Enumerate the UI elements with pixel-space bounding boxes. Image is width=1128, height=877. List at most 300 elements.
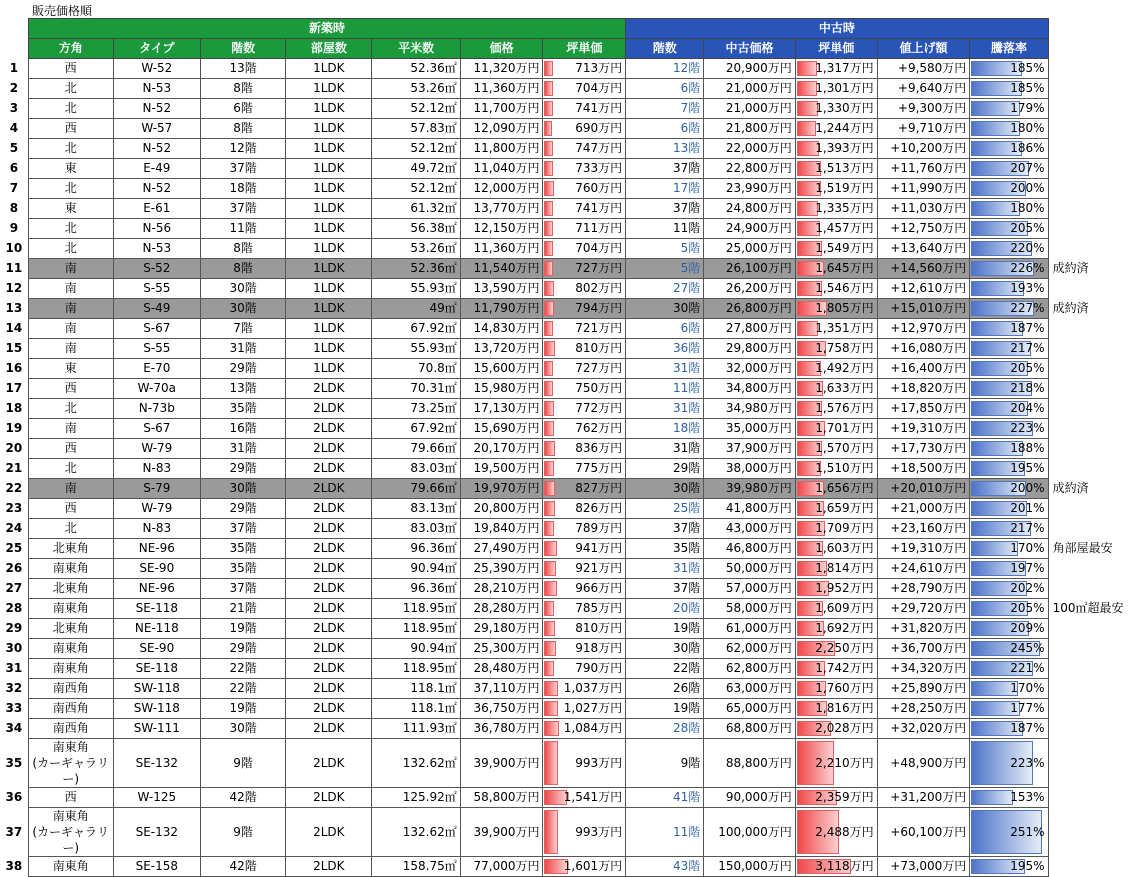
table-row[interactable] [0,679,1128,699]
cell-used-tsubo-price[interactable] [795,439,877,459]
cell-area[interactable]: 158.75㎡ [372,857,460,877]
cell-type[interactable]: N-83 [113,459,200,479]
cell-area[interactable]: 70.31㎡ [372,379,460,399]
cell-type[interactable]: W-125 [113,788,200,808]
cell-increase[interactable]: +14,560万円 [877,259,970,279]
cell-used-price[interactable]: 32,000万円 [704,359,796,379]
cell-used-price[interactable]: 150,000万円 [704,857,796,877]
cell-floor[interactable]: 22階 [201,659,286,679]
cell-type[interactable]: W-79 [113,439,200,459]
cell-floor[interactable]: 13階 [201,59,286,79]
cell-increase[interactable]: +11,760万円 [877,159,970,179]
cell-area[interactable]: 52.36㎡ [372,259,460,279]
cell-area[interactable]: 118.1㎡ [372,699,460,719]
cell-type[interactable]: SE-132 [113,739,200,788]
cell-used-floor[interactable]: 30階 [626,639,704,659]
cell-direction[interactable]: 南 [28,259,113,279]
cell-floor[interactable]: 22階 [201,679,286,699]
cell-used-tsubo-price[interactable] [795,179,877,199]
cell-price[interactable]: 11,360万円 [460,79,543,99]
cell-used-price[interactable]: 26,100万円 [704,259,796,279]
col-header-increase[interactable]: 値上げ額 [877,39,970,59]
cell-floor[interactable]: 29階 [201,499,286,519]
cell-used-price[interactable]: 34,800万円 [704,379,796,399]
cell-used-price[interactable]: 20,900万円 [704,59,796,79]
cell-used-floor[interactable]: 35階 [626,539,704,559]
cell-tsubo-price[interactable] [543,788,626,808]
table-row[interactable] [0,99,1128,119]
cell-floor[interactable]: 42階 [201,788,286,808]
cell-floor[interactable]: 30階 [201,719,286,739]
cell-rate[interactable] [970,99,1048,119]
cell-increase[interactable]: +17,850万円 [877,399,970,419]
cell-tsubo-price[interactable] [543,59,626,79]
cell-rate[interactable] [970,439,1048,459]
cell-type[interactable]: S-49 [113,299,200,319]
cell-used-floor[interactable]: 19階 [626,699,704,719]
cell-price[interactable]: 13,720万円 [460,339,543,359]
cell-used-price[interactable]: 65,000万円 [704,699,796,719]
cell-tsubo-price[interactable] [543,199,626,219]
table-row[interactable] [0,299,1128,319]
col-header-direction[interactable]: 方角 [28,39,113,59]
cell-tsubo-price[interactable] [543,808,626,857]
cell-tsubo-price[interactable] [543,519,626,539]
cell-direction[interactable]: 南 [28,479,113,499]
cell-tsubo-price[interactable] [543,219,626,239]
cell-rate[interactable] [970,499,1048,519]
cell-used-price[interactable]: 25,000万円 [704,239,796,259]
cell-used-tsubo-price[interactable] [795,699,877,719]
cell-used-floor[interactable]: 36階 [626,339,704,359]
cell-used-price[interactable]: 23,990万円 [704,179,796,199]
cell-used-floor[interactable]: 6階 [626,319,704,339]
cell-floor[interactable]: 6階 [201,99,286,119]
cell-area[interactable]: 125.92㎡ [372,788,460,808]
cell-tsubo-price[interactable] [543,179,626,199]
table-row[interactable] [0,379,1128,399]
cell-direction[interactable]: 北東角 [28,579,113,599]
cell-used-tsubo-price[interactable] [795,739,877,788]
cell-direction[interactable]: 南 [28,279,113,299]
cell-tsubo-price[interactable] [543,139,626,159]
cell-used-price[interactable]: 21,000万円 [704,79,796,99]
cell-used-tsubo-price[interactable] [795,639,877,659]
cell-rooms[interactable]: 1LDK [286,299,372,319]
cell-area[interactable]: 49.72㎡ [372,159,460,179]
cell-floor[interactable]: 18階 [201,179,286,199]
cell-area[interactable]: 83.03㎡ [372,519,460,539]
cell-increase[interactable]: +16,080万円 [877,339,970,359]
cell-direction[interactable]: 西 [28,499,113,519]
cell-rooms[interactable]: 1LDK [286,279,372,299]
cell-rate[interactable] [970,459,1048,479]
cell-rooms[interactable]: 2LDK [286,857,372,877]
cell-direction[interactable]: 南西角 [28,719,113,739]
cell-direction[interactable]: 東 [28,159,113,179]
cell-used-floor[interactable]: 19階 [626,619,704,639]
cell-used-tsubo-price[interactable] [795,479,877,499]
cell-rate[interactable] [970,59,1048,79]
cell-floor[interactable]: 21階 [201,599,286,619]
cell-increase[interactable]: +12,750万円 [877,219,970,239]
cell-direction[interactable]: 西 [28,59,113,79]
cell-floor[interactable]: 42階 [201,857,286,877]
cell-rooms[interactable]: 2LDK [286,499,372,519]
cell-direction[interactable]: 南西角 [28,679,113,699]
cell-increase[interactable]: +24,610万円 [877,559,970,579]
cell-rate[interactable] [970,857,1048,877]
col-header-type[interactable]: タイプ [113,39,200,59]
cell-floor[interactable]: 12階 [201,139,286,159]
cell-area[interactable]: 118.95㎡ [372,599,460,619]
cell-tsubo-price[interactable] [543,559,626,579]
cell-area[interactable]: 79.66㎡ [372,479,460,499]
table-row[interactable] [0,619,1128,639]
cell-rooms[interactable]: 1LDK [286,359,372,379]
cell-rate[interactable] [970,808,1048,857]
cell-direction[interactable]: 南西角 [28,699,113,719]
cell-price[interactable]: 11,040万円 [460,159,543,179]
cell-increase[interactable]: +23,160万円 [877,519,970,539]
cell-rate[interactable] [970,379,1048,399]
cell-increase[interactable]: +11,990万円 [877,179,970,199]
cell-rooms[interactable]: 2LDK [286,379,372,399]
cell-used-floor[interactable]: 25階 [626,499,704,519]
cell-rooms[interactable]: 1LDK [286,259,372,279]
col-header-used-price[interactable]: 中古価格 [704,39,796,59]
cell-direction[interactable]: 北 [28,219,113,239]
cell-price[interactable]: 28,280万円 [460,599,543,619]
cell-used-tsubo-price[interactable] [795,59,877,79]
cell-used-tsubo-price[interactable] [795,239,877,259]
cell-used-floor[interactable]: 17階 [626,179,704,199]
cell-rooms[interactable]: 1LDK [286,99,372,119]
cell-used-tsubo-price[interactable] [795,857,877,877]
cell-rooms[interactable]: 2LDK [286,579,372,599]
cell-used-price[interactable]: 26,800万円 [704,299,796,319]
cell-used-tsubo-price[interactable] [795,788,877,808]
cell-type[interactable]: N-52 [113,99,200,119]
cell-type[interactable]: SW-111 [113,719,200,739]
cell-type[interactable]: NE-96 [113,579,200,599]
cell-used-price[interactable]: 38,000万円 [704,459,796,479]
cell-rooms[interactable]: 2LDK [286,619,372,639]
cell-area[interactable]: 79.66㎡ [372,439,460,459]
cell-direction[interactable]: 南 [28,339,113,359]
cell-used-price[interactable]: 90,000万円 [704,788,796,808]
cell-tsubo-price[interactable] [543,159,626,179]
table-row[interactable] [0,139,1128,159]
cell-used-floor[interactable]: 31階 [626,359,704,379]
table-row[interactable] [0,399,1128,419]
cell-floor[interactable]: 35階 [201,559,286,579]
cell-price[interactable]: 17,130万円 [460,399,543,419]
cell-tsubo-price[interactable] [543,659,626,679]
cell-type[interactable]: SE-90 [113,639,200,659]
cell-area[interactable]: 118.1㎡ [372,679,460,699]
cell-rate[interactable] [970,659,1048,679]
cell-type[interactable]: SE-118 [113,659,200,679]
cell-price[interactable]: 58,800万円 [460,788,543,808]
cell-increase[interactable]: +18,820万円 [877,379,970,399]
cell-price[interactable]: 36,750万円 [460,699,543,719]
col-header-used-floor[interactable]: 階数 [626,39,704,59]
cell-floor[interactable]: 8階 [201,259,286,279]
cell-used-tsubo-price[interactable] [795,139,877,159]
cell-rate[interactable] [970,619,1048,639]
table-row[interactable] [0,359,1128,379]
cell-increase[interactable]: +9,580万円 [877,59,970,79]
cell-price[interactable]: 29,180万円 [460,619,543,639]
cell-rooms[interactable]: 2LDK [286,439,372,459]
cell-floor[interactable]: 16階 [201,419,286,439]
cell-floor[interactable]: 29階 [201,639,286,659]
cell-used-floor[interactable]: 30階 [626,479,704,499]
cell-floor[interactable]: 35階 [201,539,286,559]
col-header-area[interactable]: 平米数 [372,39,460,59]
cell-used-tsubo-price[interactable] [795,99,877,119]
cell-increase[interactable]: +60,100万円 [877,808,970,857]
cell-area[interactable]: 118.95㎡ [372,659,460,679]
cell-floor[interactable]: 11階 [201,219,286,239]
cell-increase[interactable]: +31,820万円 [877,619,970,639]
cell-price[interactable]: 11,360万円 [460,239,543,259]
cell-used-price[interactable]: 26,200万円 [704,279,796,299]
cell-type[interactable]: S-52 [113,259,200,279]
cell-tsubo-price[interactable] [543,99,626,119]
cell-price[interactable]: 11,790万円 [460,299,543,319]
table-row[interactable] [0,459,1128,479]
cell-floor[interactable]: 13階 [201,379,286,399]
cell-price[interactable]: 15,690万円 [460,419,543,439]
col-header-floor[interactable]: 階数 [201,39,286,59]
cell-type[interactable]: NE-96 [113,539,200,559]
cell-direction[interactable]: 西 [28,379,113,399]
cell-rooms[interactable]: 2LDK [286,808,372,857]
cell-used-tsubo-price[interactable] [795,539,877,559]
cell-rooms[interactable]: 1LDK [286,139,372,159]
cell-increase[interactable]: +12,610万円 [877,279,970,299]
cell-rate[interactable] [970,599,1048,619]
cell-price[interactable]: 12,150万円 [460,219,543,239]
cell-floor[interactable]: 37階 [201,199,286,219]
cell-used-floor[interactable]: 6階 [626,119,704,139]
cell-area[interactable]: 111.93㎡ [372,719,460,739]
cell-type[interactable]: S-79 [113,479,200,499]
cell-rate[interactable] [970,279,1048,299]
cell-used-tsubo-price[interactable] [795,808,877,857]
cell-used-tsubo-price[interactable] [795,259,877,279]
cell-rooms[interactable]: 1LDK [286,119,372,139]
cell-floor[interactable]: 8階 [201,119,286,139]
cell-type[interactable]: N-53 [113,79,200,99]
cell-type[interactable]: W-79 [113,499,200,519]
cell-direction[interactable]: 南東角 [28,857,113,877]
cell-used-floor[interactable]: 37階 [626,159,704,179]
cell-used-price[interactable]: 68,800万円 [704,719,796,739]
cell-used-price[interactable]: 62,000万円 [704,639,796,659]
cell-floor[interactable]: 7階 [201,319,286,339]
cell-area[interactable]: 52.12㎡ [372,99,460,119]
table-row[interactable] [0,79,1128,99]
cell-direction[interactable]: 北 [28,139,113,159]
cell-area[interactable]: 118.95㎡ [372,619,460,639]
cell-used-price[interactable]: 39,980万円 [704,479,796,499]
cell-type[interactable]: N-56 [113,219,200,239]
cell-increase[interactable]: +36,700万円 [877,639,970,659]
cell-used-tsubo-price[interactable] [795,199,877,219]
cell-used-tsubo-price[interactable] [795,399,877,419]
table-row[interactable] [0,719,1128,739]
table-row[interactable] [0,479,1128,499]
cell-used-price[interactable]: 58,000万円 [704,599,796,619]
cell-used-floor[interactable]: 43階 [626,857,704,877]
cell-floor[interactable]: 29階 [201,459,286,479]
cell-rate[interactable] [970,139,1048,159]
cell-used-floor[interactable]: 28階 [626,719,704,739]
cell-used-floor[interactable]: 31階 [626,439,704,459]
cell-price[interactable]: 28,480万円 [460,659,543,679]
cell-rooms[interactable]: 1LDK [286,319,372,339]
cell-area[interactable]: 53.26㎡ [372,79,460,99]
cell-tsubo-price[interactable] [543,279,626,299]
cell-rooms[interactable]: 2LDK [286,679,372,699]
table-row[interactable] [0,519,1128,539]
cell-used-price[interactable]: 21,000万円 [704,99,796,119]
cell-used-price[interactable]: 41,800万円 [704,499,796,519]
table-row[interactable] [0,699,1128,719]
cell-direction[interactable]: 南東角 (カーギャラリー) [28,739,113,788]
cell-rooms[interactable]: 2LDK [286,599,372,619]
cell-rooms[interactable]: 2LDK [286,719,372,739]
cell-tsubo-price[interactable] [543,359,626,379]
cell-direction[interactable]: 西 [28,788,113,808]
cell-type[interactable]: N-83 [113,519,200,539]
cell-direction[interactable]: 北 [28,399,113,419]
cell-used-floor[interactable]: 26階 [626,679,704,699]
cell-price[interactable]: 15,600万円 [460,359,543,379]
cell-direction[interactable]: 西 [28,439,113,459]
cell-direction[interactable]: 南東角 [28,559,113,579]
cell-used-tsubo-price[interactable] [795,79,877,99]
cell-area[interactable]: 53.26㎡ [372,239,460,259]
cell-area[interactable]: 83.13㎡ [372,499,460,519]
table-row[interactable] [0,339,1128,359]
cell-type[interactable]: S-67 [113,319,200,339]
table-row[interactable] [0,559,1128,579]
cell-tsubo-price[interactable] [543,619,626,639]
cell-floor[interactable]: 31階 [201,439,286,459]
cell-used-floor[interactable]: 29階 [626,459,704,479]
cell-used-price[interactable]: 37,900万円 [704,439,796,459]
cell-rooms[interactable]: 2LDK [286,479,372,499]
cell-area[interactable]: 67.92㎡ [372,419,460,439]
cell-rate[interactable] [970,739,1048,788]
cell-rate[interactable] [970,179,1048,199]
cell-rate[interactable] [970,339,1048,359]
cell-used-tsubo-price[interactable] [795,499,877,519]
cell-tsubo-price[interactable] [543,339,626,359]
cell-floor[interactable]: 31階 [201,339,286,359]
cell-increase[interactable]: +25,890万円 [877,679,970,699]
cell-tsubo-price[interactable] [543,379,626,399]
cell-area[interactable]: 55.93㎡ [372,279,460,299]
cell-price[interactable]: 25,300万円 [460,639,543,659]
cell-increase[interactable]: +32,020万円 [877,719,970,739]
cell-direction[interactable]: 北 [28,459,113,479]
cell-used-floor[interactable]: 37階 [626,199,704,219]
cell-area[interactable]: 90.94㎡ [372,639,460,659]
cell-used-price[interactable]: 24,800万円 [704,199,796,219]
cell-tsubo-price[interactable] [543,719,626,739]
cell-rate[interactable] [970,559,1048,579]
cell-increase[interactable]: +9,300万円 [877,99,970,119]
cell-used-floor[interactable]: 6階 [626,79,704,99]
cell-area[interactable]: 70.8㎡ [372,359,460,379]
cell-price[interactable]: 12,090万円 [460,119,543,139]
cell-used-tsubo-price[interactable] [795,619,877,639]
cell-direction[interactable]: 南東角 [28,659,113,679]
cell-tsubo-price[interactable] [543,299,626,319]
cell-used-price[interactable]: 63,000万円 [704,679,796,699]
cell-rooms[interactable]: 2LDK [286,699,372,719]
cell-rate[interactable] [970,239,1048,259]
cell-direction[interactable]: 南 [28,319,113,339]
cell-used-floor[interactable]: 37階 [626,579,704,599]
cell-type[interactable]: SE-132 [113,808,200,857]
cell-rooms[interactable]: 2LDK [286,459,372,479]
cell-used-price[interactable]: 29,800万円 [704,339,796,359]
cell-price[interactable]: 20,800万円 [460,499,543,519]
cell-floor[interactable]: 9階 [201,739,286,788]
cell-type[interactable]: N-52 [113,179,200,199]
cell-rate[interactable] [970,539,1048,559]
cell-used-floor[interactable]: 20階 [626,599,704,619]
cell-type[interactable]: NE-118 [113,619,200,639]
cell-area[interactable]: 132.62㎡ [372,808,460,857]
cell-tsubo-price[interactable] [543,119,626,139]
cell-type[interactable]: SE-118 [113,599,200,619]
cell-type[interactable]: E-49 [113,159,200,179]
cell-tsubo-price[interactable] [543,419,626,439]
cell-tsubo-price[interactable] [543,599,626,619]
cell-price[interactable]: 12,000万円 [460,179,543,199]
cell-rate[interactable] [970,699,1048,719]
cell-increase[interactable]: +12,970万円 [877,319,970,339]
cell-tsubo-price[interactable] [543,459,626,479]
cell-increase[interactable]: +15,010万円 [877,299,970,319]
cell-increase[interactable]: +9,640万円 [877,79,970,99]
cell-used-tsubo-price[interactable] [795,599,877,619]
cell-rate[interactable] [970,359,1048,379]
cell-used-floor[interactable]: 13階 [626,139,704,159]
cell-floor[interactable]: 37階 [201,519,286,539]
table-row[interactable] [0,639,1128,659]
cell-direction[interactable]: 南東角 (カーギャラリー) [28,808,113,857]
cell-price[interactable]: 28,210万円 [460,579,543,599]
cell-price[interactable]: 37,110万円 [460,679,543,699]
cell-increase[interactable]: +10,200万円 [877,139,970,159]
cell-used-tsubo-price[interactable] [795,359,877,379]
cell-price[interactable]: 14,830万円 [460,319,543,339]
cell-floor[interactable]: 9階 [201,808,286,857]
cell-direction[interactable]: 東 [28,199,113,219]
cell-used-floor[interactable]: 30階 [626,299,704,319]
cell-used-price[interactable]: 43,000万円 [704,519,796,539]
cell-used-floor[interactable]: 5階 [626,239,704,259]
table-row[interactable] [0,539,1128,559]
